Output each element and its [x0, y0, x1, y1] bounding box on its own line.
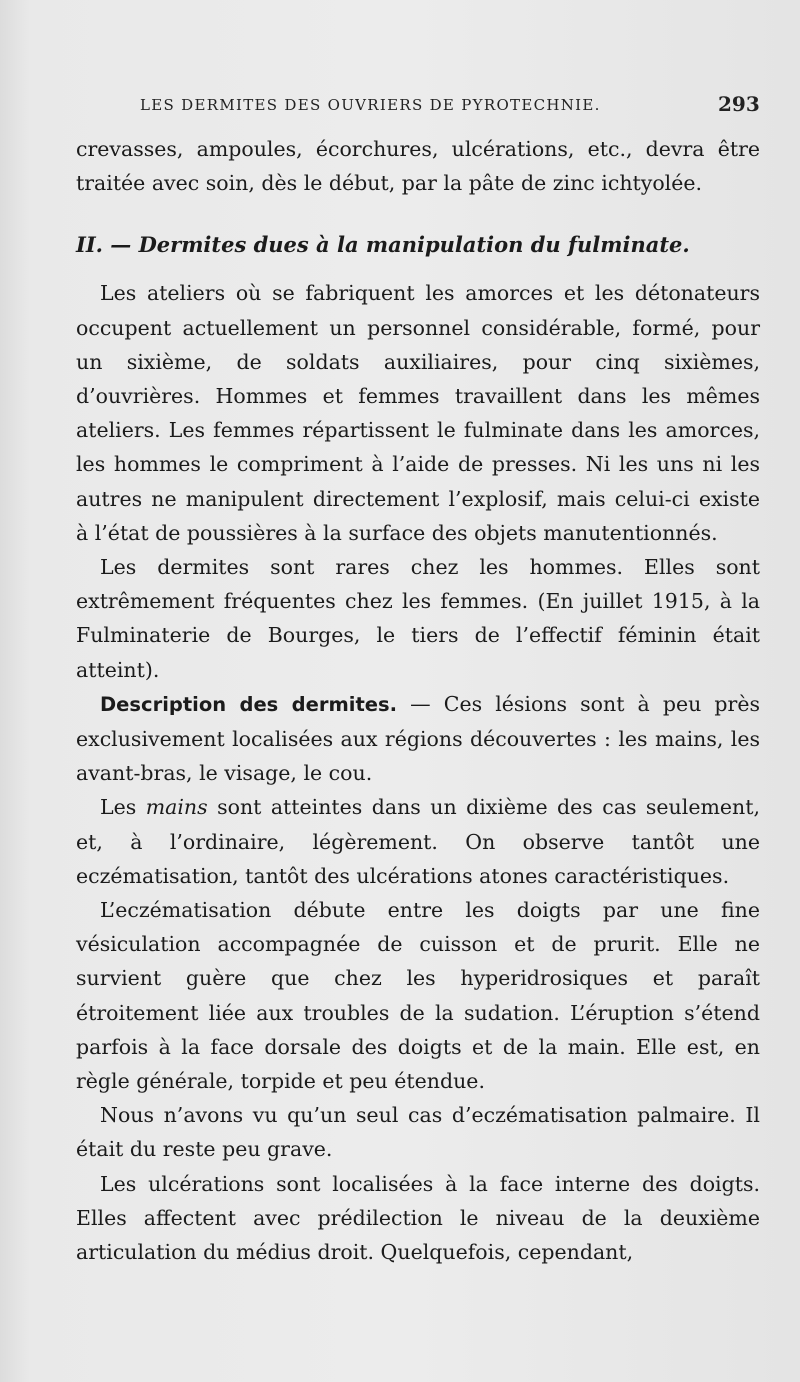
paragraph-mains-text: sont atteintes dans un dixième des cas seulement, et, à l’ordinaire, légèrement. On observe tantôt une eczématisation, tantôt des ulcérations atones caractéristiques.	[76, 795, 760, 888]
emphasis-mains: mains	[145, 795, 208, 820]
paragraph-eczematisation: L’eczématisation débute entre les doigts par une fine vésiculation accompagnée de cuisson et de prurit. Elle ne survient guère que chez les hyperidrosiques et paraît étroitement liée aux troubles de la sudation. L’éruption s’étend parfois à la face dorsale des doigts et de la main. Elle est, en règle générale, torpide et peu étendue.	[76, 898, 760, 1094]
page-header	[0, 92, 800, 124]
spacer	[76, 262, 760, 276]
paragraph-mains-start: Les	[100, 795, 146, 820]
section-heading: II. — Dermites dues à la manipulation du fulminate.	[76, 232, 690, 258]
paragraph-palmaire: Nous n’avons vu qu’un seul cas d’eczématisation palmaire. Il était du reste peu grave.	[76, 1103, 760, 1162]
run-in-heading: Description des dermites.	[100, 692, 398, 716]
paragraph-mains	[76, 790, 760, 893]
paragraph-ateliers: Les ateliers où se fabriquent les amorces et les détonateurs occupent actuellement un personnel considérable, formé, pour un sixième, de soldats auxiliaires, pour cinq sixièmes, d’ouvrières. Hommes et femmes travaillent dans les mêmes ateliers. Les femmes répartissent le fulminate dans les amorces, les hommes le compriment à l’aide de presses. Ni les uns ni les autres ne manipulent directement l’explosif, mais celui-ci existe à l’état de poussières à la surface des objets manutentionnés.	[76, 281, 760, 545]
page-body	[76, 132, 760, 1269]
paragraph-description-text: — Ces lésions sont à peu près exclusivement localisées aux régions découvertes : les mains, les avant-bras, le visage, le cou.	[76, 691, 761, 786]
paragraph-frequence: Les dermites sont rares chez les hommes. Elles sont extrêmement fréquentes chez les femmes. (En juillet 1915, à la Fulminaterie de Bourges, le tiers de l’effectif féminin était atteint).	[76, 555, 760, 682]
paragraph-ulcerations: Les ulcérations sont localisées à la face interne des doigts. Elles affectent avec prédilection le niveau de la deuxième articulation du médius droit. Quelquefois, cependant,	[76, 1171, 760, 1265]
spacer	[76, 200, 760, 228]
running-head: LES DERMITES DES OUVRIERS DE PYROTECHNIE.	[140, 96, 601, 114]
page-number: 293	[718, 92, 760, 116]
paragraph-continued: crevasses, ampoules, écorchures, ulcérations, etc., devra être traitée avec soin, dès le début, par la pâte de zinc ichtyolée.	[76, 137, 760, 196]
paragraph-description	[76, 687, 760, 791]
